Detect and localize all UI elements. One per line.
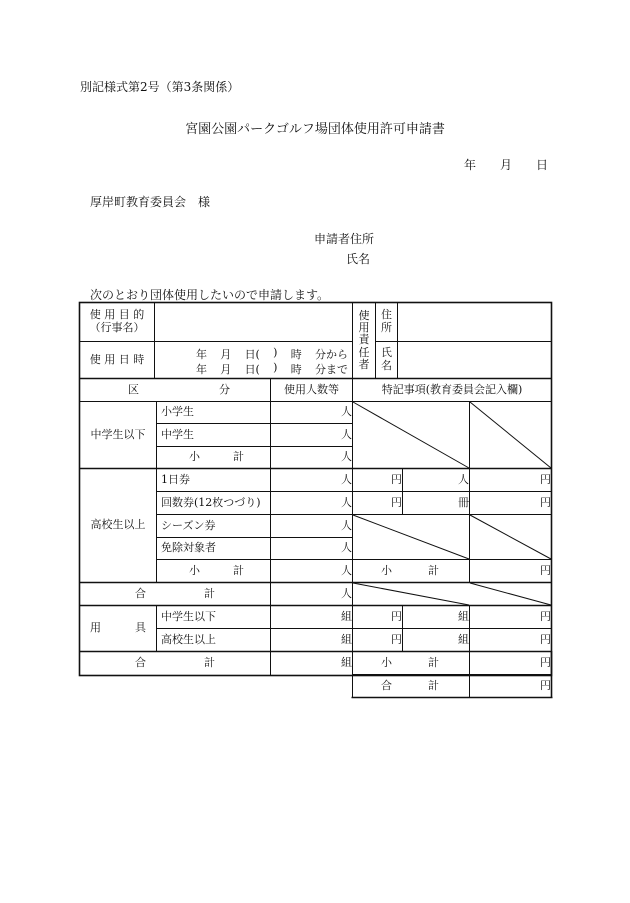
total-persons-2: 計 [204, 586, 215, 600]
day-ticket-count[interactable]: 人 [341, 472, 352, 486]
coupon-ticket-yen[interactable]: 円 [391, 495, 402, 509]
purpose-label-line2: （行事名） [89, 321, 145, 334]
dt-from-month: 月 [220, 348, 232, 361]
equip-junior-amount[interactable]: 円 [540, 609, 551, 623]
senior-subtotal-label [157, 560, 270, 582]
datetime-label: 使 用 日 時 [89, 352, 145, 366]
dt-from-day: 日( [244, 348, 260, 361]
row-junior-high: 中学生 [161, 427, 194, 441]
grand-total-2: 計 [428, 678, 439, 692]
junior-group-label: 中学生以下 [90, 427, 146, 441]
row-season-ticket: シーズン券 [161, 518, 216, 532]
day-ticket-amount[interactable]: 円 [540, 472, 551, 486]
equip-senior-amount[interactable]: 円 [540, 632, 551, 646]
senior-subtotal-count[interactable]: 人 [341, 563, 352, 577]
datetime-from-line[interactable] [196, 346, 348, 362]
row-equip-junior: 中学生以下 [161, 609, 216, 623]
date-month: 月 [500, 158, 513, 172]
equipment-label-1: 用 [90, 621, 101, 635]
dt-from-hour: 時 [290, 348, 302, 361]
day-ticket-yen[interactable]: 円 [391, 472, 402, 486]
total-sets-2: 計 [204, 655, 215, 669]
coupon-ticket-books[interactable]: 冊 [458, 495, 469, 509]
applicant-address-label: 申請者住所 [314, 232, 375, 246]
junior-subtotal-label [157, 447, 270, 468]
senior-notes-subtotal-2: 計 [428, 563, 439, 577]
grand-total-amount[interactable]: 円 [540, 678, 551, 692]
dt-to-day: 日( [244, 363, 260, 376]
header-notes: 特記事項(教育委員会記入欄) [381, 382, 523, 396]
dt-from-weekday-close: ) [273, 346, 278, 359]
equip-notes-subtotal-1: 小 [381, 655, 392, 669]
equip-senior-yen[interactable]: 円 [391, 632, 402, 646]
intro-text: 次のとおり団体使用したいので申請します。 [90, 288, 330, 302]
applicant-name-label: 氏名 [346, 252, 371, 266]
coupon-ticket-count[interactable]: 人 [341, 495, 352, 509]
header-users: 使用人数等 [284, 382, 339, 396]
dt-to-minute: 分まで [315, 363, 348, 376]
total-persons-label [80, 583, 270, 605]
dt-from-year: 年 [196, 348, 207, 361]
header-category-2: 分 [219, 382, 230, 396]
purpose-label-line1: 使 用 目 的 [89, 308, 145, 322]
equip-notes-subtotal-2: 計 [428, 655, 439, 669]
responsible-address-label: 住所 [381, 308, 392, 334]
dt-to-year: 年 [196, 363, 207, 376]
row-elementary: 小学生 [161, 405, 194, 419]
purpose-label [80, 303, 154, 341]
exempt-count[interactable]: 人 [341, 541, 352, 555]
equipment-label-2: 具 [135, 621, 146, 635]
total-sets-1: 合 [135, 655, 146, 669]
date-day: 日 [536, 158, 549, 172]
junior-subtotal-count[interactable]: 人 [341, 450, 352, 464]
senior-notes-subtotal-1: 小 [381, 563, 392, 577]
equip-junior-set-count[interactable]: 組 [458, 609, 469, 623]
total-persons-count[interactable]: 人 [341, 586, 352, 600]
responsible-name-input[interactable] [398, 342, 551, 378]
day-ticket-persons[interactable]: 人 [458, 472, 469, 486]
equip-notes-subtotal-label [353, 652, 469, 674]
responsible-address-input[interactable] [398, 303, 551, 341]
equip-junior-sets[interactable]: 組 [341, 609, 352, 623]
senior-subtotal-2: 計 [233, 563, 244, 577]
senior-notes-subtotal-amount[interactable]: 円 [540, 563, 551, 577]
grand-total-1: 合 [381, 678, 392, 692]
season-ticket-count[interactable]: 人 [341, 518, 352, 532]
row-equip-senior: 高校生以上 [161, 632, 216, 646]
row-day-ticket: 1日券 [161, 472, 190, 486]
equip-notes-subtotal-amount[interactable]: 円 [540, 655, 551, 669]
junior-subtotal-1: 小 [189, 450, 200, 464]
junior-subtotal-2: 計 [233, 450, 244, 464]
dt-to-hour: 時 [290, 363, 302, 376]
dt-to-weekday-close: ) [273, 361, 278, 374]
responsible-name-label: 氏名 [381, 346, 392, 372]
total-sets-count[interactable]: 組 [341, 655, 352, 669]
row-coupon-ticket: 回数券(12枚つづり) [161, 495, 261, 509]
responsible-person-label: 使用責任者 [358, 309, 370, 371]
elementary-count[interactable]: 人 [341, 405, 352, 419]
senior-group-label: 高校生以上 [90, 518, 146, 532]
header-category-1: 区 [128, 382, 139, 396]
date-year: 年 [464, 158, 477, 172]
equip-junior-yen[interactable]: 円 [391, 609, 402, 623]
dt-from-minute: 分から [315, 348, 348, 361]
equip-senior-sets[interactable]: 組 [341, 632, 352, 646]
grand-total-label [353, 675, 469, 697]
form-title: 宮園公園パークゴルフ場団体使用許可申請書 [185, 122, 445, 137]
senior-subtotal-1: 小 [189, 563, 200, 577]
equip-senior-set-count[interactable]: 組 [458, 632, 469, 646]
total-persons-1: 合 [135, 586, 146, 600]
equipment-group-label [80, 606, 156, 651]
purpose-input[interactable] [155, 303, 352, 341]
total-sets-label [80, 652, 270, 674]
dt-to-month: 月 [220, 363, 232, 376]
row-exempt: 免除対象者 [161, 541, 216, 555]
addressee: 厚岸町教育委員会 様 [90, 195, 211, 209]
form-reference: 別記様式第2号（第3条関係） [80, 80, 240, 94]
junior-high-count[interactable]: 人 [341, 427, 352, 441]
coupon-ticket-amount[interactable]: 円 [540, 495, 551, 509]
header-category [80, 379, 270, 401]
datetime-to-line[interactable] [196, 361, 348, 377]
senior-notes-subtotal-label [353, 560, 469, 582]
